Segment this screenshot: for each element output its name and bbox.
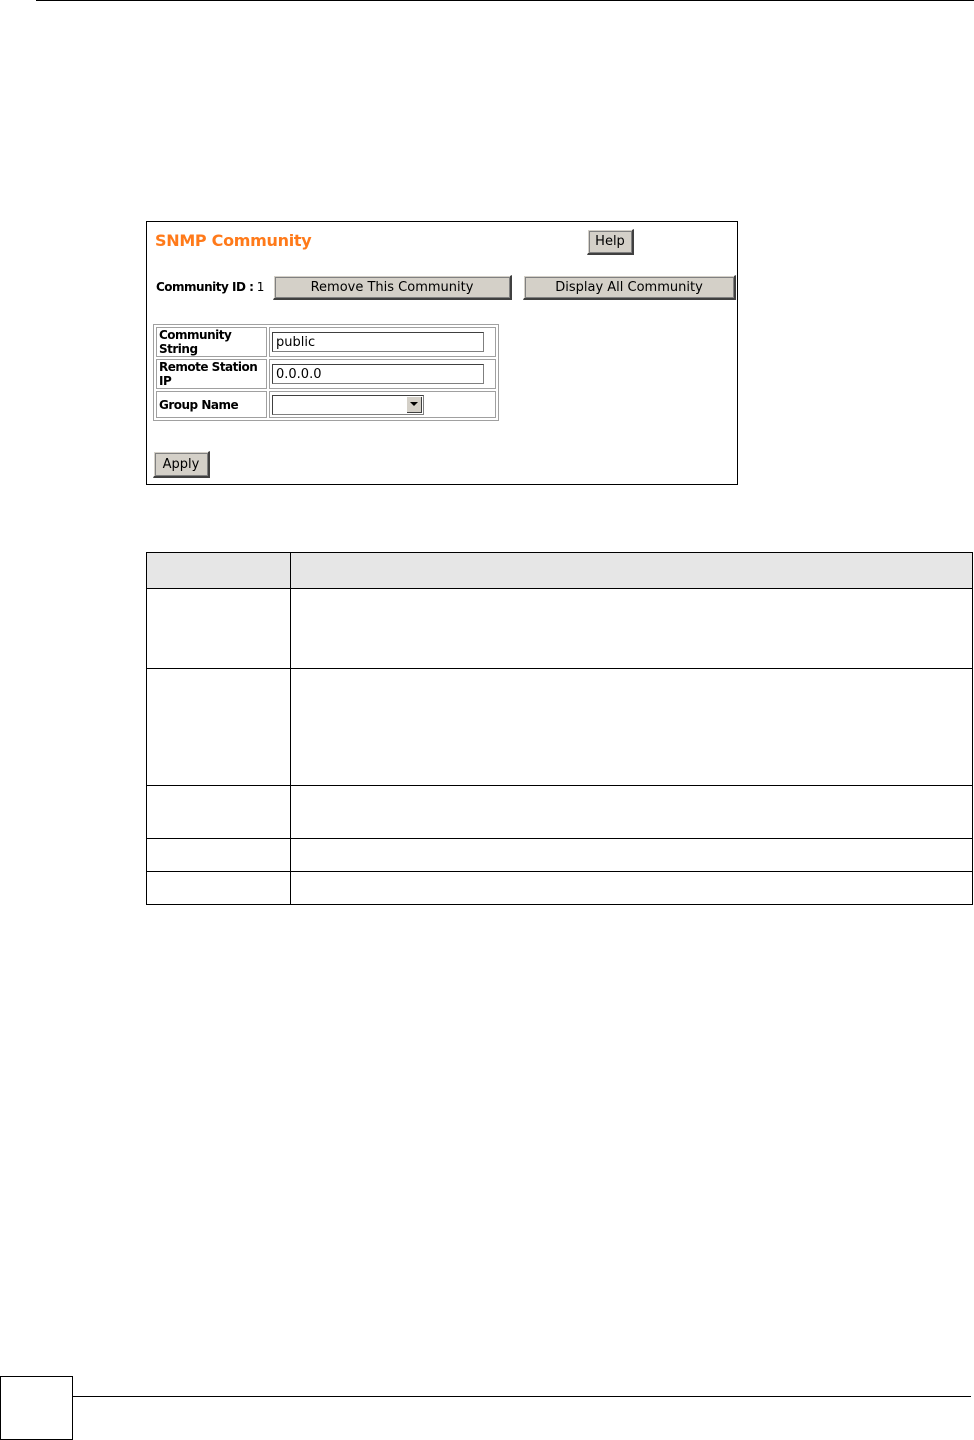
display-all-community-button[interactable] [523, 275, 736, 300]
remove-community-label: Remove This Community [310, 279, 474, 295]
display-all-community-label: Display All Community [555, 279, 703, 295]
chevron-down-icon[interactable] [407, 397, 422, 413]
page-number-box [0, 1376, 73, 1440]
table-cell [147, 872, 291, 905]
table-row [147, 872, 973, 905]
community-form [153, 324, 499, 421]
group-name-select[interactable] [272, 395, 424, 415]
table-cell [291, 669, 973, 786]
group-name-label: Group Name [156, 391, 267, 418]
snmp-community-panel [146, 221, 738, 485]
table-cell [147, 589, 291, 669]
community-string-input[interactable] [272, 332, 484, 352]
community-id-value: 1 [256, 280, 264, 294]
table-cell [291, 839, 973, 872]
table-cell [147, 669, 291, 786]
community-id [156, 280, 264, 294]
form-row-remote-station-ip [156, 359, 496, 389]
description-table [146, 552, 973, 905]
table-cell [147, 839, 291, 872]
apply-button-label: Apply [162, 456, 200, 472]
remote-station-ip-input[interactable] [272, 364, 484, 384]
help-button-label: Help [595, 234, 625, 249]
group-name-cell [269, 391, 496, 418]
table-header-row [147, 553, 973, 589]
table-cell [291, 786, 973, 839]
table-cell [147, 786, 291, 839]
table-header-cell [291, 553, 973, 589]
table-row [147, 786, 973, 839]
remote-station-ip-cell [269, 359, 496, 389]
form-row-community-string [156, 327, 496, 357]
apply-button[interactable] [153, 451, 210, 478]
table-cell [291, 872, 973, 905]
panel-title: SNMP Community [155, 231, 312, 250]
table-row [147, 589, 973, 669]
remote-station-ip-label: Remote Station IP [156, 359, 267, 389]
top-rule [36, 0, 974, 1]
bottom-rule [73, 1396, 971, 1397]
table-row [147, 839, 973, 872]
table-row [147, 669, 973, 786]
community-id-label: Community ID : [156, 280, 254, 294]
community-string-label: Community String [156, 327, 267, 357]
form-row-group-name [156, 391, 496, 418]
remove-community-button[interactable] [273, 275, 512, 300]
table-cell [291, 589, 973, 669]
help-button[interactable] [587, 229, 634, 255]
table-header-cell [147, 553, 291, 589]
community-string-cell [269, 327, 496, 357]
